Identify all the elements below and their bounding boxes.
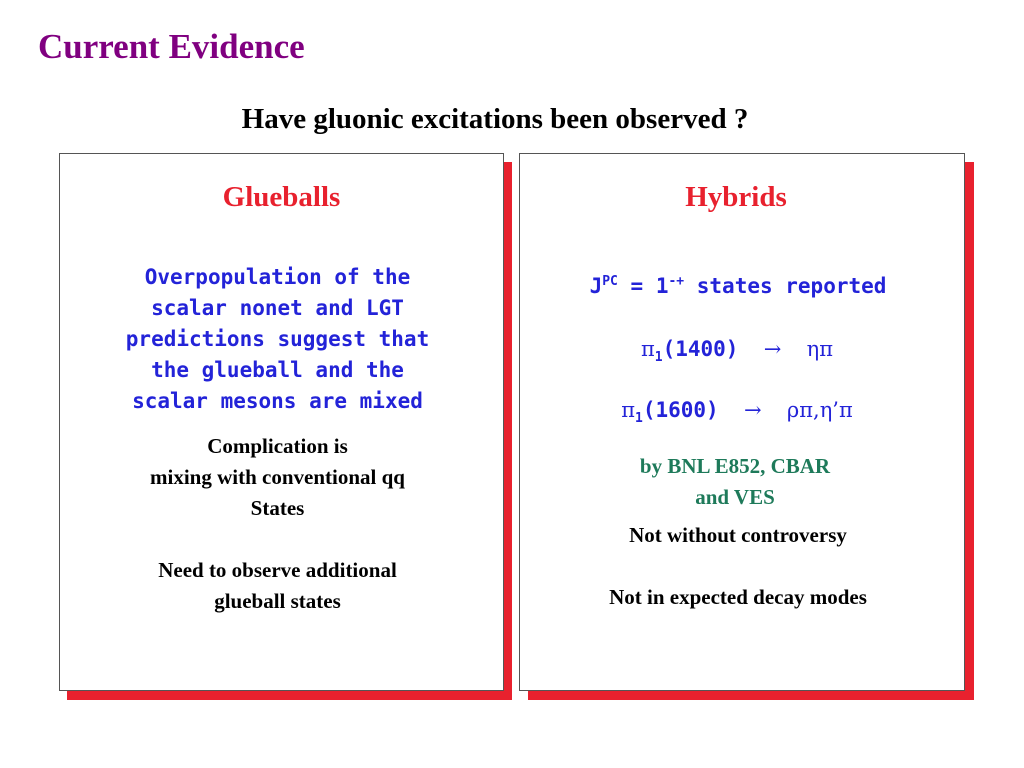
hybrids-heading: Hybrids (685, 181, 787, 213)
glueballs-mixing-line: scalar mesons are mixed (132, 389, 423, 413)
experiments-line: and VES (695, 485, 775, 509)
jpc-eq: = 1 (617, 274, 669, 298)
experiments-text (506, 451, 964, 513)
pi1-1400-line (510, 334, 964, 365)
pi-subscript: 1 (635, 411, 643, 427)
slide-title: Current Evidence (38, 27, 305, 66)
jpc-quantum-sup: -+ (668, 274, 685, 289)
need-line: glueball states (214, 589, 341, 613)
mass-label: (1600) (642, 398, 719, 422)
glueballs-mixing-text (52, 262, 503, 417)
pi1-1600-line (510, 395, 964, 426)
jpc-j: J (589, 274, 603, 298)
arrow-icon: → (763, 337, 782, 361)
glueballs-panel (59, 153, 504, 691)
glueballs-mixing-line: predictions suggest that (125, 327, 430, 351)
glueballs-complication-text (52, 431, 503, 524)
decay-label: ηπ (806, 337, 834, 361)
complication-line: mixing with conventional qq (150, 465, 405, 489)
pi-symbol: π (640, 337, 655, 361)
experiments-line: by BNL E852, CBAR (639, 454, 831, 478)
glueballs-need-text (52, 555, 503, 617)
mass-label: (1400) (662, 337, 739, 361)
complication-line: Complication is (207, 434, 348, 458)
need-line: Need to observe additional (158, 558, 397, 582)
hybrids-panel (519, 153, 965, 691)
pi-symbol: π (621, 398, 636, 422)
complication-line: States (250, 496, 305, 520)
glueballs-mixing-line: scalar nonet and LGT (151, 296, 404, 320)
jpc-pc-sup: PC (602, 274, 618, 289)
slide-subtitle: Have gluonic excitations been observed ? (241, 103, 749, 135)
decay-modes-text: Not in expected decay modes (609, 585, 867, 609)
arrow-icon: → (744, 398, 762, 422)
controversy-text: Not without controversy (629, 523, 847, 547)
glueballs-mixing-line: Overpopulation of the (144, 265, 411, 289)
decay-label: ρπ,η’π (786, 398, 853, 422)
glueballs-mixing-line: the glueball and the (151, 358, 404, 382)
jpc-rest: states reported (684, 274, 887, 298)
glueballs-heading: Glueballs (222, 181, 341, 213)
jpc-line (512, 271, 964, 302)
pi-subscript: 1 (654, 350, 663, 366)
